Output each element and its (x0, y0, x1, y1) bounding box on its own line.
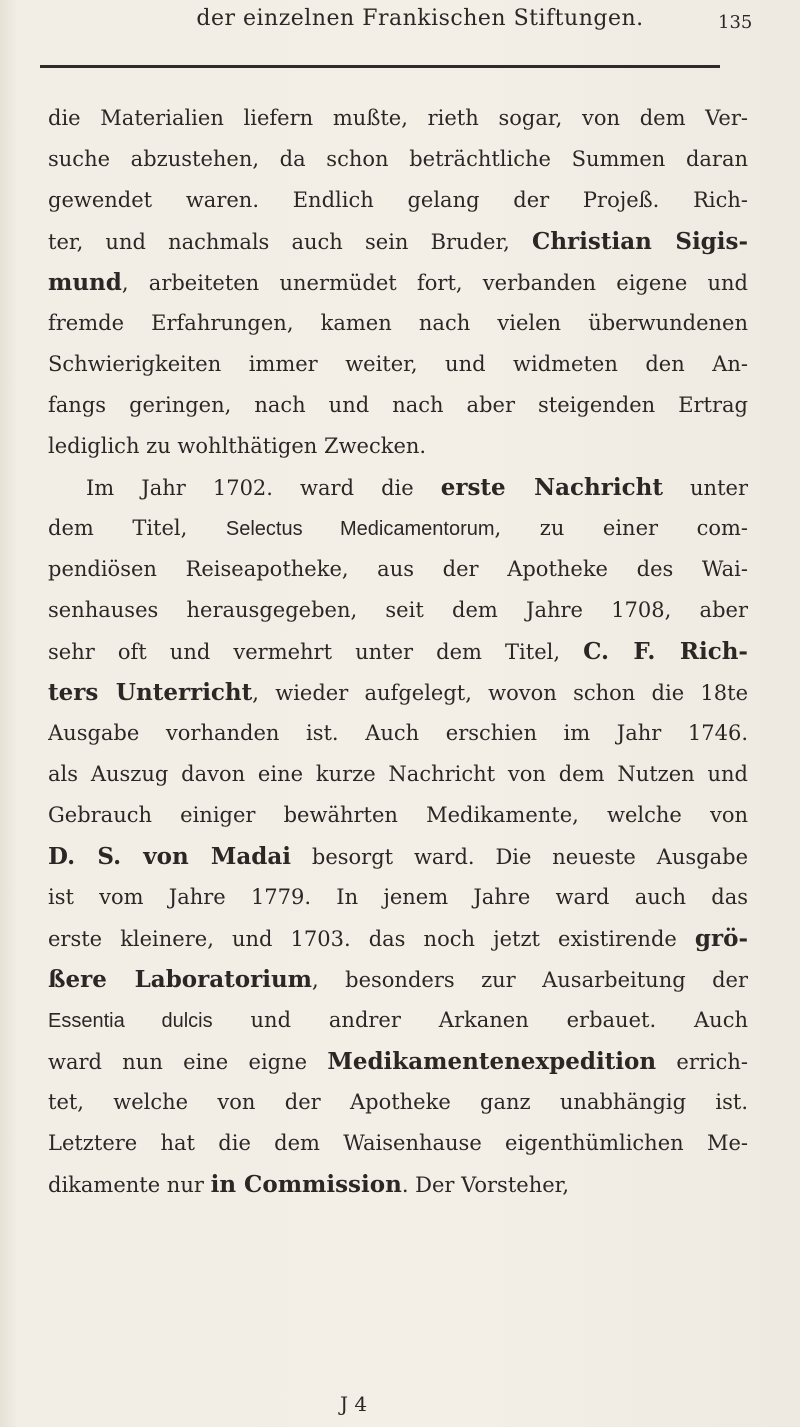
text-run: pendiösen Reiseapotheke, aus der Apotheke des Wai- (48, 557, 748, 581)
text-line (48, 139, 748, 180)
text-line (48, 1000, 748, 1041)
text-run: , zu einer com- (494, 516, 748, 540)
text-run: , besonders zur Ausarbeitung der (312, 968, 748, 992)
text-line (48, 959, 748, 1000)
text-line (48, 590, 748, 631)
text-run: dikamente nur (48, 1173, 211, 1197)
text-line (48, 795, 748, 836)
text-line (48, 98, 748, 139)
text-run: lediglich zu wohlthätigen Zwecken. (48, 434, 427, 458)
header-rule (40, 65, 720, 68)
text-run: Im Jahr 1702. ward die (86, 476, 441, 500)
emphasized-term: Christian Sigis- (532, 228, 748, 255)
page-header (0, 0, 800, 100)
text-line (48, 631, 748, 672)
text-line (48, 508, 748, 549)
text-line (48, 877, 748, 918)
emphasized-term: Medikamentenexpedition (327, 1048, 657, 1075)
text-line (48, 303, 748, 344)
text-run: senhauses herausgegeben, seit dem Jahre 1708, aber (48, 598, 748, 622)
text-line (48, 344, 748, 385)
text-run: die Materialien liefern mußte, rieth sogar, von dem Ver- (48, 106, 748, 130)
text-line (48, 262, 748, 303)
text-run: unter (662, 476, 748, 500)
text-line (48, 836, 748, 877)
text-run: und andrer Arkanen erbauet. Auch (212, 1008, 748, 1032)
emphasized-term: grö- (694, 925, 748, 952)
body-text (48, 98, 748, 1205)
text-run: fremde Erfahrungen, kamen nach vielen überwundenen (48, 311, 748, 335)
emphasized-term: erste Nachricht (440, 474, 663, 501)
text-run: Letztere hat die dem Waisenhause eigenthümlichen Me- (48, 1131, 748, 1155)
running-head: der einzelnen Frankischen Stiftungen. (196, 6, 644, 31)
text-run: . Der Vorsteher, (401, 1173, 570, 1197)
text-line (48, 672, 748, 713)
text-run: sehr oft und vermehrt unter dem Titel, (48, 640, 584, 664)
text-run: Schwierigkeiten immer weiter, und widmeten den An- (48, 352, 748, 376)
emphasized-term: ters Unterricht (48, 679, 253, 706)
text-run: ward nun eine eigne (48, 1050, 328, 1074)
text-line (48, 713, 748, 754)
emphasized-term: in Commission (210, 1171, 402, 1198)
text-run: tet, welche von der Apotheke ganz unabhängig ist. (48, 1090, 748, 1114)
text-run: als Auszug davon eine kurze Nachricht von dem Nutzen und (48, 762, 748, 786)
text-run: erste kleinere, und 1703. das noch jetzt existirende (48, 927, 695, 951)
text-run: errich- (656, 1050, 748, 1074)
signature-mark: J 4 (340, 1392, 368, 1416)
text-line (48, 385, 748, 426)
text-run: Ausgabe vorhanden ist. Auch erschien im Jahr 1746. (48, 721, 748, 745)
text-run: suche abzustehen, da schon beträchtliche Summen daran (48, 147, 748, 171)
text-run: ist vom Jahre 1779. In jenem Jahre ward auch das (48, 885, 748, 909)
text-line (48, 549, 748, 590)
emphasized-term: mund (48, 269, 122, 296)
text-line (48, 1041, 748, 1082)
text-run: ter, und nachmals auch sein Bruder, (48, 230, 533, 254)
text-run: Gebrauch einiger bewährten Medikamente, welche von (48, 803, 748, 827)
text-run: gewendet waren. Endlich gelang der Projeß. Rich- (48, 188, 748, 212)
text-line (48, 1123, 748, 1164)
text-line (48, 1082, 748, 1123)
text-line (48, 754, 748, 795)
page-number: 135 (718, 12, 753, 33)
emphasized-term: ßere Laboratorium (48, 966, 313, 993)
text-run: fangs geringen, nach und nach aber steigenden Ertrag (48, 393, 748, 417)
latin-term: Selectus Medicamentorum (225, 518, 495, 540)
text-line (48, 467, 748, 508)
text-run: dem Titel, (48, 516, 226, 540)
text-line (48, 918, 748, 959)
text-line (48, 221, 748, 262)
text-run: , wieder aufgelegt, wovon schon die 18te (252, 681, 748, 705)
text-run: , arbeiteten unermüdet fort, verbanden eigene und (121, 271, 748, 295)
emphasized-term: D. S. von Madai (48, 843, 292, 870)
emphasized-term: C. F. Rich- (583, 638, 748, 665)
text-line (48, 180, 748, 221)
text-line (48, 1164, 748, 1205)
latin-term: Essentia dulcis (48, 1010, 213, 1032)
text-line (48, 426, 748, 467)
text-run: besorgt ward. Die neueste Ausgabe (291, 845, 748, 869)
